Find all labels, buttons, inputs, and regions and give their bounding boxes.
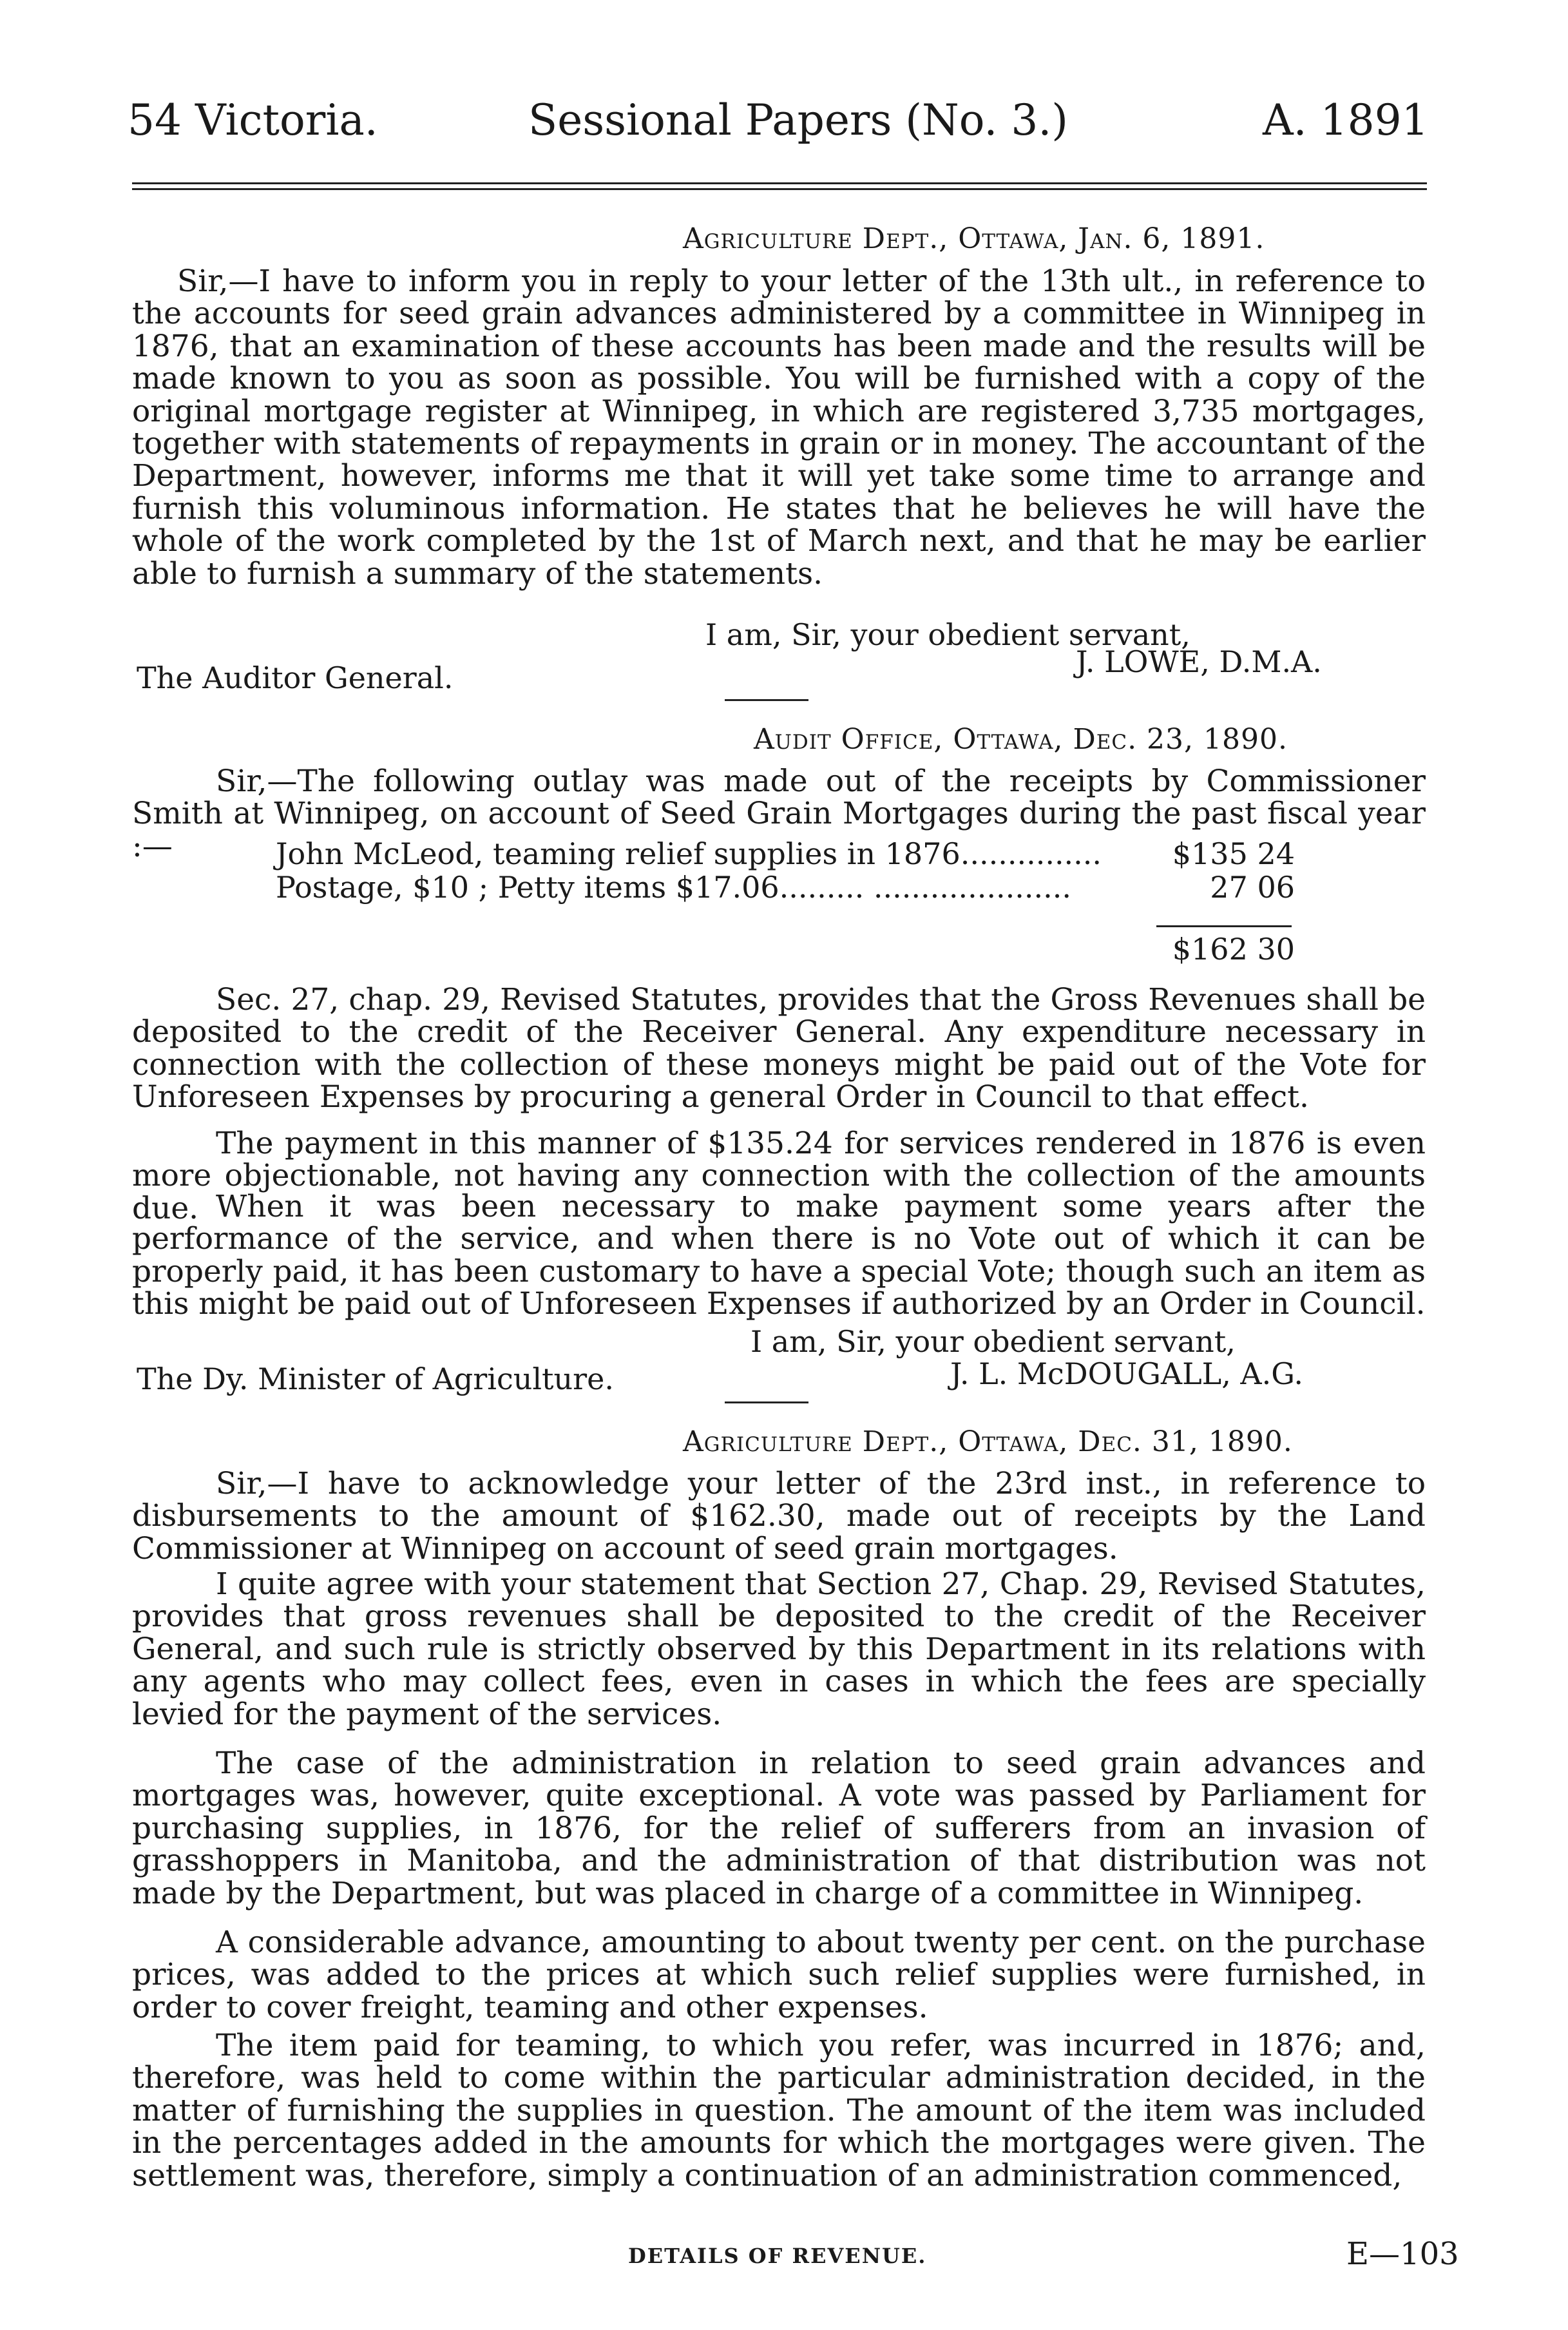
letter2-addressee: The Dy. Minister of Agriculture. <box>137 1362 614 1396</box>
outlay-item-amount: $135 24 <box>1172 836 1295 871</box>
letter3-paragraph: The item paid for teaming, to which you refer, was incurred in 1876; and, therefore, was held to come within the particular administration decided, in the matter of furnishing the supplies in question. The amount of the item was included in the percentages added in the amounts for which the mortgages were given. The settlement was, therefore, simply a continuation of an administration commenced, <box>132 2028 1426 2193</box>
header-rule-bottom <box>132 188 1427 190</box>
letter2-paragraph: The payment in this manner of $135.24 for services rendered in 1876 is even more objectionable, not having any connection with the collection of the amounts due. <box>132 1126 1426 1226</box>
letter2-intro: Sir,—The following outlay was made out of the receipts by Commissioner Smith at Winnipeg, on account of Seed Grain Mortgages during the past fiscal year :— <box>132 764 1426 864</box>
letter1-addressee: The Auditor General. <box>137 660 454 695</box>
outlay-item-label: John McLeod, teaming relief supplies in 1876............... <box>276 836 1102 871</box>
letter3-paragraph: I quite agree with your statement that Section 27, Chap. 29, Revised Statutes, provides that gross revenues shall be deposited to the credit of the Receiver General, and such rule is strictly observed by this Department in its relations with any agents who may collect fees, even in cases in which the fees are specially levied for the payment of the services. <box>132 1566 1426 1732</box>
header-rule-top <box>132 182 1427 184</box>
header-year: A. 1891 <box>1263 95 1429 145</box>
letter3-paragraph: The case of the administration in relation to seed grain advances and mortgages was, however, quite exceptional. A vote was passed by Parliament for purchasing supplies, in 1876, for the relief of sufferers from an invasion of grasshoppers in Manitoba, and the administration of that distribution was not made by the Department, but was placed in charge of a committee in Winnipeg. <box>132 1746 1426 1911</box>
letter2-paragraph: Sec. 27, chap. 29, Revised Statutes, provides that the Gross Revenues shall be deposited to the credit of the Receiver General. Any expenditure necessary in connection with the collection of these moneys might be paid out of the Vote for Unforeseen Expenses by procuring a general Order in Council to that effect. <box>132 982 1426 1115</box>
page-number: E—103 <box>1346 2236 1459 2272</box>
outlay-total: $162 30 <box>1172 932 1295 967</box>
total-rule <box>1156 925 1292 927</box>
separator <box>725 1401 808 1403</box>
letter2-signature: J. L. McDOUGALL, A.G. <box>950 1356 1304 1391</box>
footer-section-title: DETAILS OF REVENUE. <box>628 2244 927 2268</box>
letter1-dateline: Agriculture Dept., Ottawa, Jan. 6, 1891. <box>683 222 1265 255</box>
letter2-closing: I am, Sir, your obedient servant, <box>751 1324 1236 1359</box>
outlay-item-label: Postage, $10 ; Petty items $17.06......... ..................... <box>276 870 1071 905</box>
outlay-item-amount: 27 06 <box>1210 870 1295 905</box>
letter1-body: Sir,—I have to inform you in reply to your letter of the 13th ult., in reference to the accounts for seed grain advances administered by a committee in Winnipeg in 1876, that an examination of these accounts has been made and the results will be made known to you as soon as possible. You will be furnished with a copy of the original mortgage register at Winnipeg, in which are registered 3,735 mortgages, together with statements of repayments in grain or in money. The accountant of the Department, however, informs me that it will yet take some time to arrange and furnish this voluminous information. He states that he believes he will have the whole of the work completed by the 1st of March next, and that he may be earlier able to furnish a summary of the statements. <box>132 264 1426 592</box>
letter3-dateline: Agriculture Dept., Ottawa, Dec. 31, 1890. <box>683 1425 1293 1458</box>
header-session: 54 Victoria. <box>128 95 378 145</box>
letter1-closing: I am, Sir, your obedient servant, <box>705 617 1190 652</box>
letter2-paragraph: When it was been necessary to make payment some years after the performance of the service, and when there is no Vote out of which it can be properly paid, it has been customary to have a special Vote; though such an item as this might be paid out of Unforeseen Expenses if authorized by an Order in Council. <box>132 1189 1426 1322</box>
letter2-dateline: Audit Office, Ottawa, Dec. 23, 1890. <box>754 723 1288 756</box>
letter1-signature: J. LOWE, D.M.A. <box>1076 644 1322 679</box>
letter3-paragraph: A considerable advance, amounting to about twenty per cent. on the purchase prices, was added to the prices at which such relief supplies were furnished, in order to cover freight, teaming and other expenses. <box>132 1925 1426 2025</box>
letter3-paragraph: Sir,—I have to acknowledge your letter of the 23rd inst., in reference to disbursements to the amount of $162.30, made out of receipts by the Land Commissioner at Winnipeg on account of seed grain mortgages. <box>132 1466 1426 1566</box>
separator <box>725 699 808 701</box>
header-title: Sessional Papers (No. 3.) <box>528 95 1069 145</box>
